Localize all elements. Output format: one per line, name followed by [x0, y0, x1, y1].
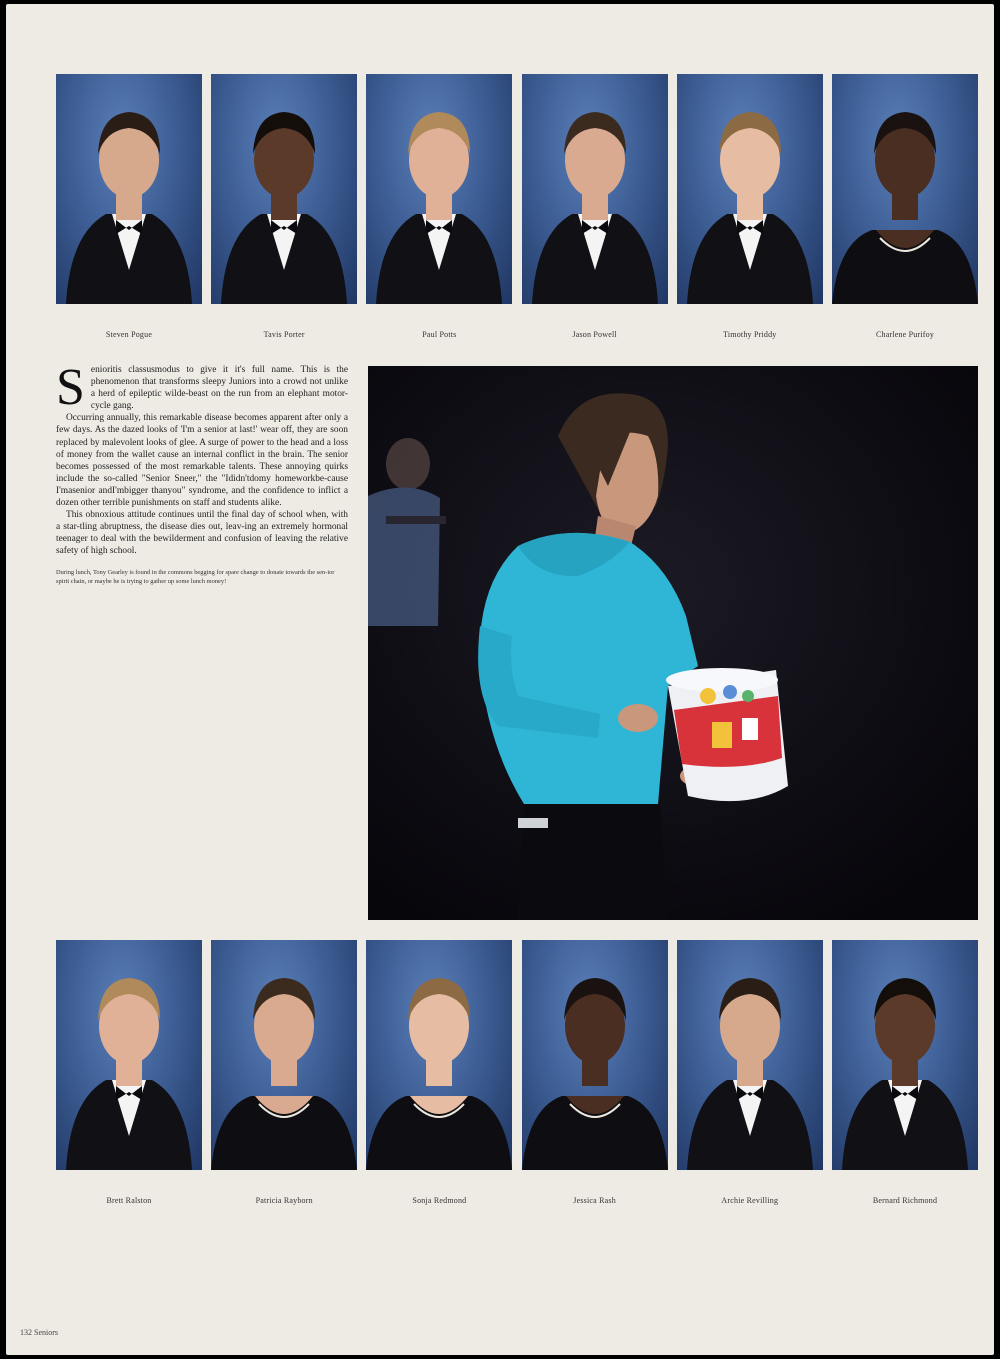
portrait-name: Steven Pogue: [105, 330, 153, 339]
portrait-card: [522, 74, 668, 339]
drop-cap: S: [56, 359, 85, 416]
portrait-photo: [211, 940, 357, 1170]
portrait-name: Archie Revilling: [721, 1196, 779, 1205]
portrait-card: [366, 940, 512, 1205]
portrait-photo: [522, 940, 668, 1170]
portrait-photo: [522, 74, 668, 304]
portrait-name: Brett Ralston: [106, 1196, 152, 1205]
article-paragraph-1: enioritis classusmodus to give it it's full name. This is the phenomenon that transforms sleepy Juniors into a crowd not unlike a herd of epileptic wilde-beast on the run from an elephant motor-cycle gang.: [90, 365, 348, 412]
portrait-card: [56, 940, 202, 1205]
portrait-name: Paul Potts: [422, 330, 457, 339]
portrait-name: Patricia Rayborn: [255, 1196, 313, 1205]
yearbook-page: [6, 4, 994, 1355]
portrait-photo: [366, 74, 512, 304]
portrait-photo: [56, 74, 202, 304]
article-text: [56, 359, 348, 586]
portrait-card: [56, 74, 202, 339]
portrait-card: [522, 940, 668, 1205]
page-folio: 132 Seniors: [20, 1328, 58, 1337]
portrait-card: [677, 940, 823, 1205]
candid-photo-illustration: [368, 366, 978, 920]
portrait-photo: [677, 940, 823, 1170]
portrait-name: Jessica Rash: [573, 1196, 616, 1205]
portrait-photo: [832, 74, 978, 304]
portrait-name: Sonja Redmond: [412, 1196, 467, 1205]
portrait-name: Tavis Porter: [263, 330, 305, 339]
portrait-photo: [366, 940, 512, 1170]
portrait-card: [677, 74, 823, 339]
portrait-photo: [832, 940, 978, 1170]
portrait-card: [832, 74, 978, 339]
article-paragraph-2: Occurring annually, this remarkable disease becomes apparent after only a few days. As the dazed looks of 'I'm a senior at last!' wear off, they are soon replaced by malevolent looks of glee. A surge of power to the head and a loss of money from the wallet cause an internal conflict in the brain. The senior becomes possessed of the most remarkable talents. These annoying quirks include the so-called "Senior Sneer," the "Ididn'tdomy homeworkbe-cause I'masenior andI'mbigger thanyou" syndrome, and the confidence to inflict a dozen other terrible punishments on staff and students alike.: [56, 413, 348, 509]
portrait-card: [832, 940, 978, 1205]
portrait-photo: [677, 74, 823, 304]
portrait-name: Charlene Purifoy: [875, 330, 935, 339]
article-paragraph-3: This obnoxious attitude continues until the final day of school when, with a star-tling abruptness, the disease dies out, leav-ing an extremely hormonal teenager to deal with the bewilderment and confusion of leaving the relative safety of high school.: [56, 510, 348, 557]
portrait-name: Timothy Priddy: [723, 330, 777, 339]
portrait-card: [211, 74, 357, 339]
portrait-card: [211, 940, 357, 1205]
photo-caption: During lunch, Tony Gearley is found in the commons begging for spare change to donate towards the sen-ior spirit chain, or maybe he is trying to gather up some lunch money!: [56, 568, 335, 585]
portrait-name: Jason Powell: [572, 330, 617, 339]
portrait-name: Bernard Richmond: [872, 1196, 938, 1205]
portrait-photo: [211, 74, 357, 304]
candid-photo: [368, 366, 978, 920]
portrait-photo: [56, 940, 202, 1170]
portrait-card: [366, 74, 512, 339]
